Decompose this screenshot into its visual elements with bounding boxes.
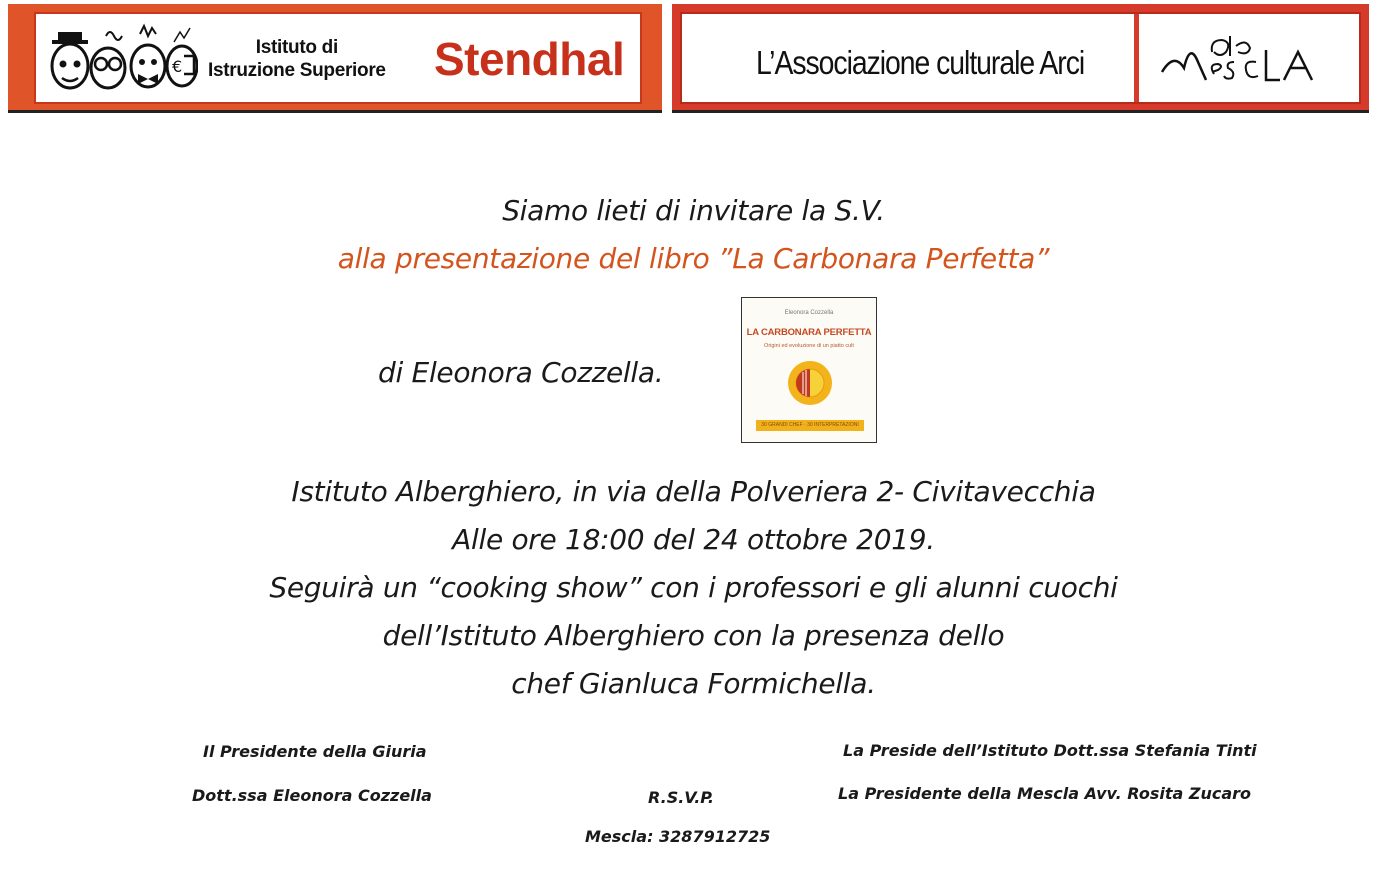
institute-title-line2: Istruzione Superiore — [208, 60, 386, 81]
book-band: 30 GRANDI CHEF · 30 INTERPRETAZIONI — [756, 420, 864, 431]
book-cover — [741, 297, 877, 443]
association-banner — [672, 4, 1369, 110]
institute-title — [208, 36, 386, 82]
book-egg-icon — [787, 360, 833, 406]
event-time: Alle ore 18:00 del 24 ottobre 2019. — [452, 523, 935, 556]
banner-shadow — [672, 110, 1369, 113]
mescla-logo — [1152, 22, 1352, 94]
event-show: Seguirà un “cooking show” con i professori e gli alunni cuochi — [269, 571, 1118, 604]
institute-title-line1: Istituto di — [255, 37, 338, 58]
event-show-cont: dell’Istituto Alberghiero con la presenza dello — [382, 619, 1005, 652]
institute-banner — [8, 4, 662, 110]
invitation-line-2: alla presentazione del libro ”La Carbonara Perfetta” — [337, 242, 1050, 275]
association-banner-panel — [680, 12, 1361, 104]
invitation-line-1: Siamo lieti di invitare la S.V. — [502, 194, 885, 227]
rsvp-label: R.S.V.P. — [648, 788, 714, 807]
institute-name: Stendhal — [434, 33, 625, 85]
book-subtitle: Origini ed evoluzione di un piatto cult — [764, 343, 854, 349]
signature-right-line-1: La Preside dell’Istituto Dott.ssa Stefania Tinti — [843, 741, 1257, 760]
banner-divider — [1134, 14, 1139, 102]
institute-banner-panel — [34, 12, 642, 104]
event-chef: chef Gianluca Formichella. — [511, 667, 876, 700]
event-location: Istituto Alberghiero, in via della Polveriera 2- Civitavecchia — [291, 475, 1096, 508]
svg-text:€: € — [172, 57, 183, 76]
banner-shadow — [8, 110, 662, 113]
invitation-author: di Eleonora Cozzella. — [378, 356, 664, 389]
signature-left-name: Dott.ssa Eleonora Cozzella — [192, 786, 432, 805]
signature-left-title: Il Presidente della Giuria — [203, 742, 427, 761]
rsvp-contact: Mescla: 3287912725 — [585, 827, 771, 846]
institute-faces-logo — [48, 22, 198, 98]
signature-right-line-2: La Presidente della Mescla Avv. Rosita Zucaro — [838, 784, 1251, 803]
association-title: L’Associazione culturale Arci — [756, 44, 1085, 81]
book-author: Eleonora Cozzella — [784, 310, 834, 316]
book-title: LA CARBONARA PERFETTA — [746, 327, 872, 338]
